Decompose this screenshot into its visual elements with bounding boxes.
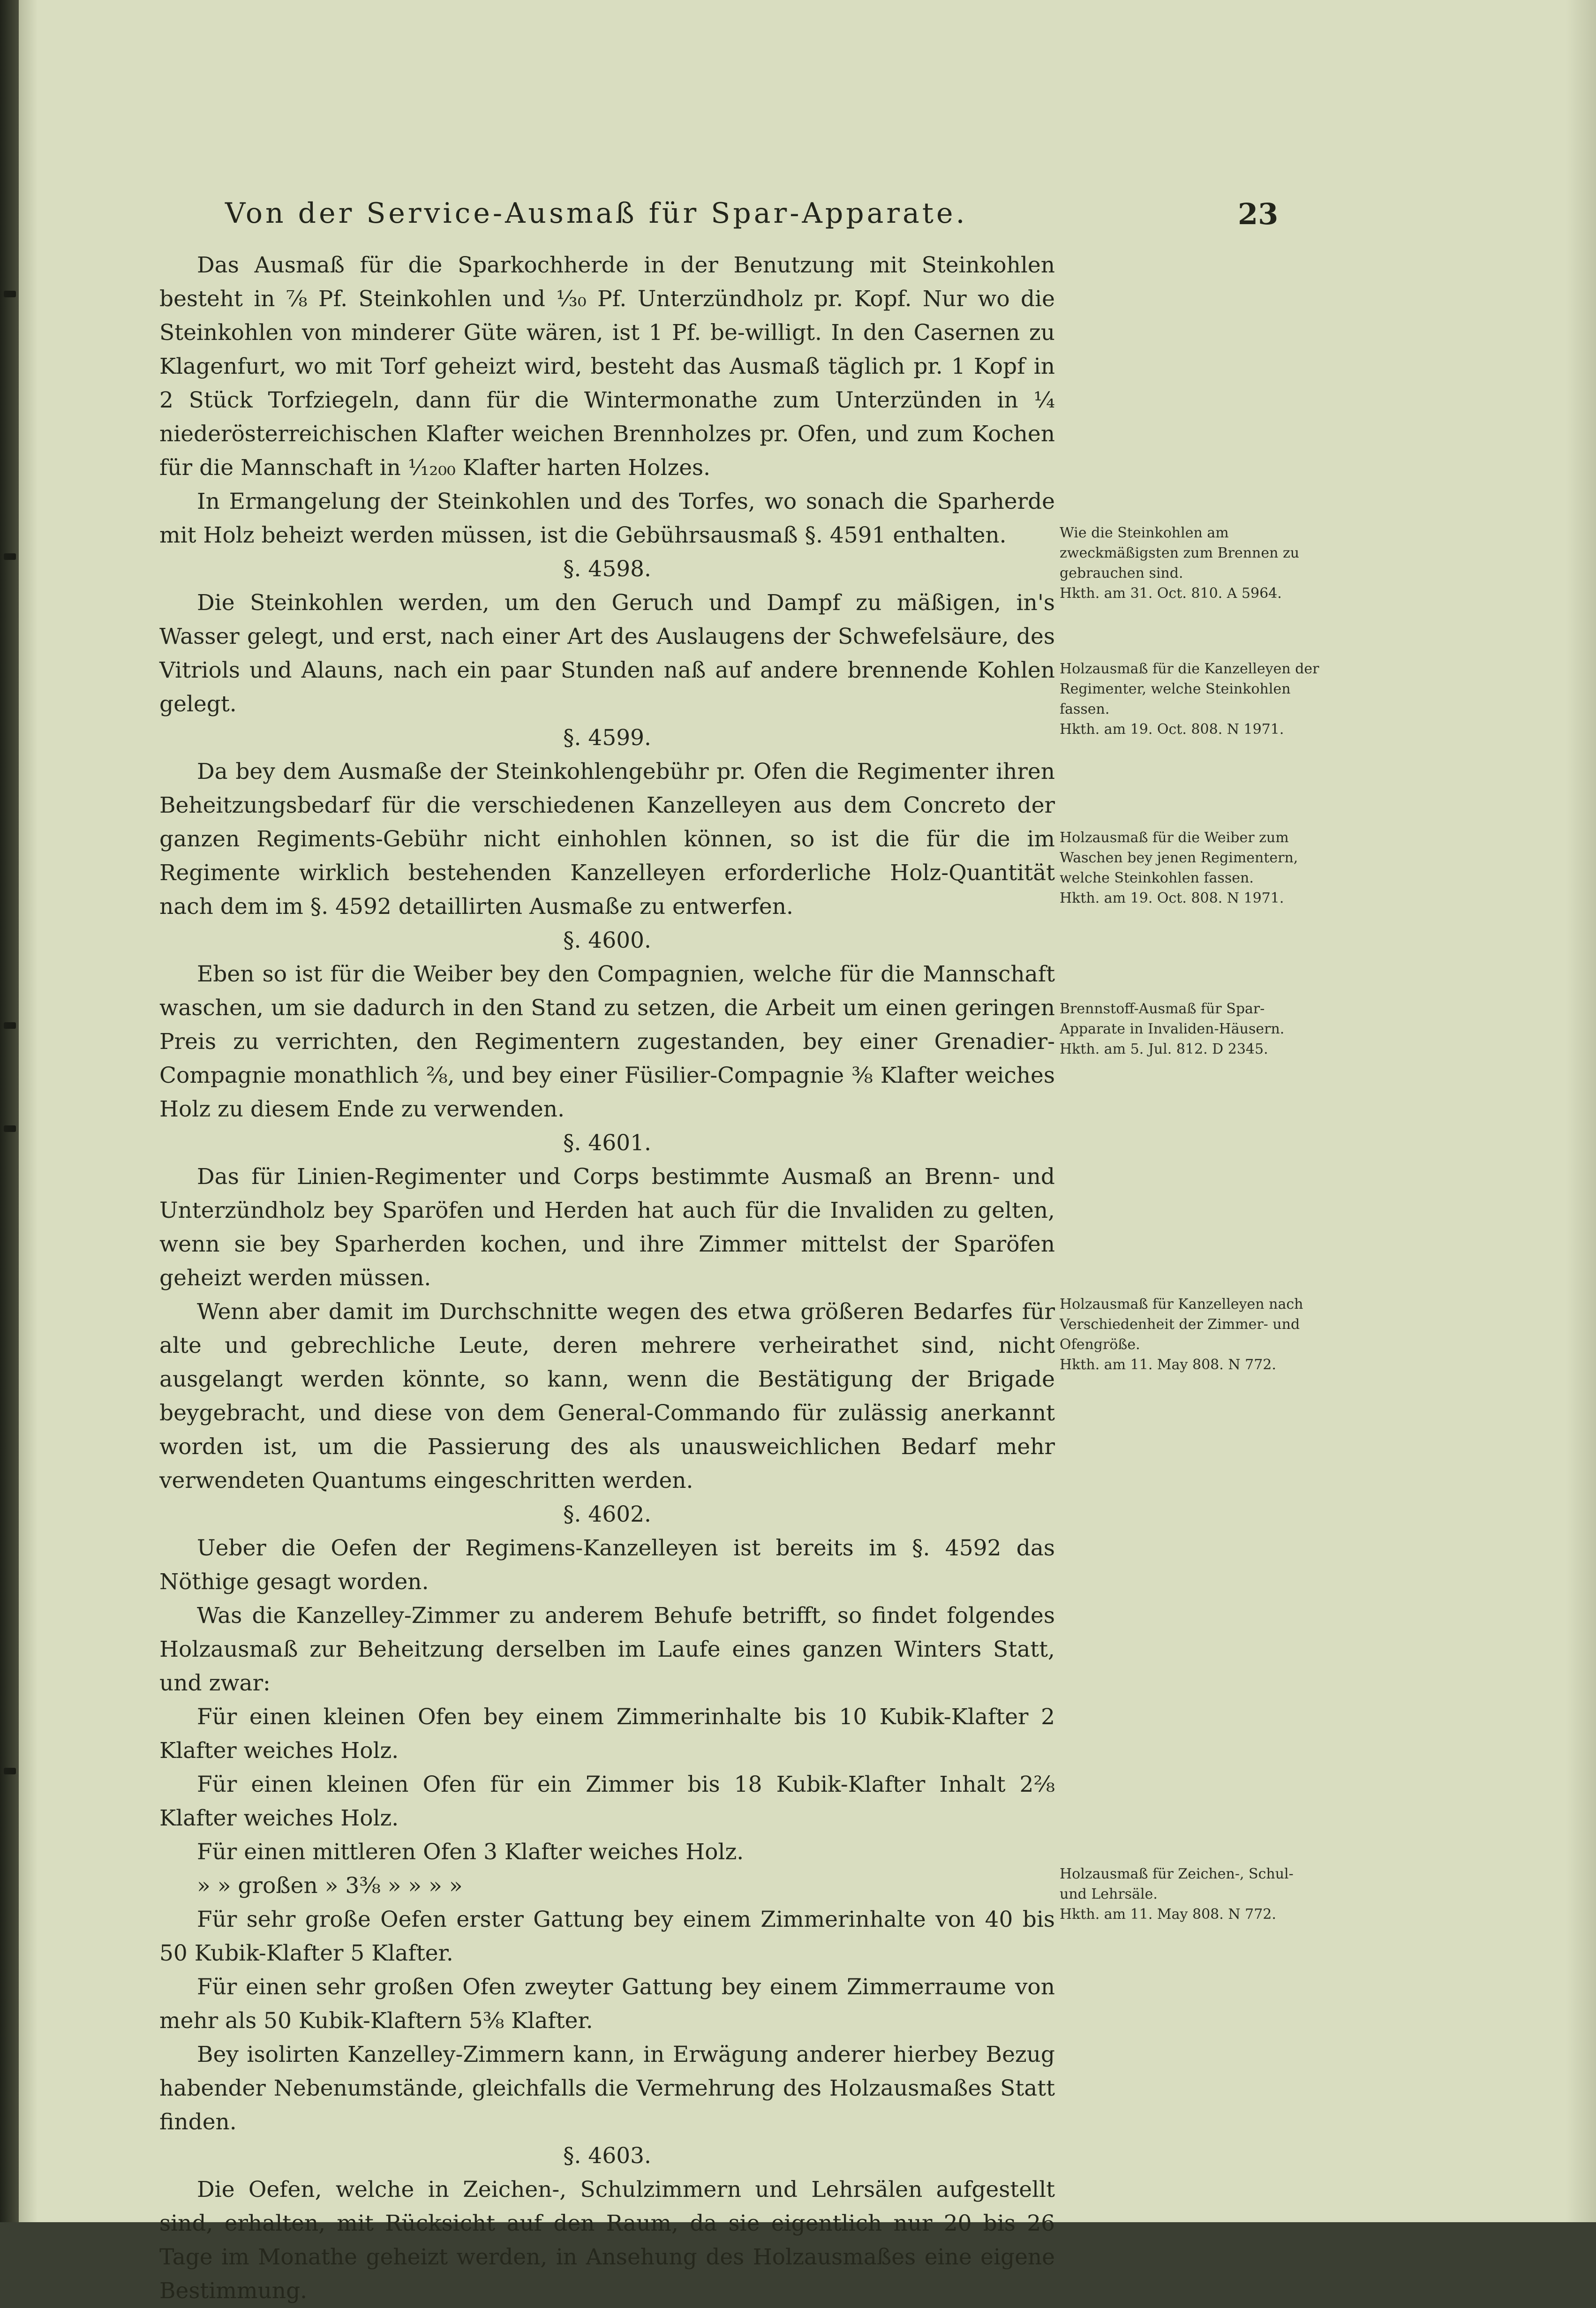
spine-mark	[4, 1768, 16, 1774]
paragraph: Für sehr große Oefen erster Gattung bey einem Zimmerinhalte von 40 bis 50 Kubik-Klafter 5 Klafter.	[159, 1907, 1055, 1966]
paragraph: Die Oefen, welche in Zeichen-, Schulzimmern und Lehrsälen aufgestellt sind, erhalten, mit Rücksicht auf den Raum, da sie eigentlich nur 20 bis 26 Tage im Monathe geheizt werden, in Ansehung des Holzausmaßes eine eigene Bestimmung.	[159, 2177, 1055, 2304]
paragraph: Was die Kanzelley-Zimmer zu anderem Behufe betrifft, so findet folgendes Holzausmaß zur Beheitzung derselben im Laufe eines ganzen Winters Statt, und zwar:	[159, 1603, 1055, 1696]
margin-note-reference: Hkth. am 31. Oct. 810. A 5964.	[1060, 585, 1282, 602]
paragraph: Die Steinkohlen werden, um den Geruch und Dampf zu mäßigen, in's Wasser gelegt, und erst, nach einer Art des Auslaugens der Schwefelsäure, des Vitriols und Alauns, nach ein paar Stunden naß auf andere brennende Kohlen gelegt.	[159, 590, 1055, 717]
margin-note-title: Holzausmaß für die Kanzelleyen der Regimenter, welche Steinkohlen fassen.	[1060, 661, 1319, 717]
margin-note-reference: Hkth. am 5. Jul. 812. D 2345.	[1060, 1041, 1268, 1057]
paragraph: Für einen kleinen Ofen bey einem Zimmerinhalte bis 10 Kubik-Klafter 2 Klafter weiches Holz.	[159, 1704, 1055, 1764]
margin-note-title: Wie die Steinkohlen am zweckmäßigsten zum Brennen zu gebrauchen sind.	[1060, 525, 1300, 581]
margin-note-title: Holzausmaß für Kanzelleyen nach Verschiedenheit der Zimmer- und Ofengröße.	[1060, 1296, 1303, 1353]
margin-note-title: Brennstoff-Ausmaß für Spar-Apparate in Invaliden-Häusern.	[1060, 1001, 1285, 1037]
paragraph: Für einen kleinen Ofen für ein Zimmer bis 18 Kubik-Klafter Inhalt 2²⁄₈ Klafter weiches Holz.	[159, 1772, 1055, 1831]
margin-note	[1060, 523, 1322, 603]
margin-note-reference: Hkth. am 19. Oct. 808. N 1971.	[1060, 721, 1284, 738]
section-number: §. 4598.	[563, 556, 651, 582]
margin-note	[1060, 1294, 1322, 1375]
paragraph: In Ermangelung der Steinkohlen und des Torfes, wo sonach die Sparherde mit Holz beheizt werden müssen, ist die Gebührsausmaß §. 4591 enthalten.	[159, 489, 1055, 548]
page-number: 23	[1238, 197, 1279, 231]
margin-note-title: Holzausmaß für Zeichen-, Schul- und Lehrsäle.	[1060, 1866, 1294, 1902]
section-number: §. 4600.	[563, 928, 651, 953]
document-page	[19, 0, 1596, 2304]
spine-mark	[4, 1125, 16, 1132]
margin-note	[1060, 659, 1322, 739]
paragraph: Das Ausmaß für die Sparkochherde in der Benutzung mit Steinkohlen besteht in ⅞ Pf. Steinkohlen und ¹⁄₃₀ Pf. Unterzündholz pr. Kopf. Nur wo die Steinkohlen von minderer Güte wären, ist 1 Pf. be-willigt. In den Casernen zu Klagenfurt, wo mit Torf geheizt wird, besteht das Ausmaß täglich pr. 1 Kopf in 2 Stück Torfziegeln, dann für die Wintermonathe zum Unterzünden in ¼ niederösterreichischen Klafter weichen Brennholzes pr. Ofen, und zum Kochen für die Mannschaft in ¹⁄₁₂₀₀ Klafter harten Holzes.	[159, 252, 1055, 481]
book-spine	[0, 0, 19, 2222]
margin-note	[1060, 828, 1322, 908]
margin-note	[1060, 1864, 1322, 1924]
body-text	[159, 249, 1055, 2308]
paragraph: Für einen sehr großen Ofen zweyter Gattung bey einem Zimmerraume von mehr als 50 Kubik-Klaftern 5³⁄₈ Klafter.	[159, 1974, 1055, 2034]
margin-note-reference: Hkth. am 11. May 808. N 772.	[1060, 1357, 1276, 1373]
margin-note-title: Holzausmaß für die Weiber zum Waschen bey jenen Regimentern, welche Steinkohlen fassen.	[1060, 830, 1298, 886]
spine-mark	[4, 291, 16, 297]
margin-note	[1060, 999, 1322, 1059]
paragraph: Wenn aber damit im Durchschnitte wegen des etwa größeren Bedarfes für alte und gebrechliche Leute, deren mehrere verheirathet sind, nicht ausgelangt werden könnte, so kann, wenn die Bestätigung der Brigade beygebracht, und diese von dem General-Commando für zulässig anerkannt worden ist, um die Passierung des als unausweichlichen Bedarf mehr verwendeten Quantums eingeschritten werden.	[159, 1299, 1055, 1493]
running-head: Von der Service-Ausmaß für Spar-Apparate.	[225, 197, 968, 230]
section-number: §. 4601.	[563, 1130, 651, 1156]
paragraph: » » großen » 3³⁄₈ » » » »	[197, 1873, 463, 1899]
margin-note-reference: Hkth. am 11. May 808. N 772.	[1060, 1906, 1276, 1923]
paragraph: Da bey dem Ausmaße der Steinkohlengebühr pr. Ofen die Regimenter ihren Beheitzungsbedarf für die verschiedenen Kanzelleyen aus dem Concreto der ganzen Regiments-Gebühr nicht einhohlen können, so ist die für die im Regimente wirklich bestehenden Kanzelleyen erforderliche Holz-Quantität nach dem im §. 4592 detaillirten Ausmaße zu entwerfen.	[159, 759, 1055, 920]
spine-mark	[4, 553, 16, 560]
paragraph: Ueber die Oefen der Regimens-Kanzelleyen ist bereits im §. 4592 das Nöthige gesagt worden.	[159, 1535, 1055, 1595]
paragraph: Das für Linien-Regimenter und Corps bestimmte Ausmaß an Brenn- und Unterzündholz bey Sparöfen und Herden hat auch für die Invaliden zu gelten, wenn sie bey Sparherden kochen, und ihre Zimmer mittelst der Sparöfen geheizt werden müssen.	[159, 1164, 1055, 1291]
section-number: §. 4603.	[563, 2143, 651, 2169]
margin-note-reference: Hkth. am 19. Oct. 808. N 1971.	[1060, 890, 1284, 906]
paragraph: Eben so ist für die Weiber bey den Compagnien, welche für die Mannschaft waschen, um sie dadurch in den Stand zu setzen, die Arbeit um einen geringen Preis zu verrichten, den Regimentern zugestanden, bey einer Grenadier-Compagnie monathlich ²⁄₈, und bey einer Füsilier-Compagnie ³⁄₈ Klafter weiches Holz zu diesem Ende zu verwenden.	[159, 961, 1055, 1122]
paragraph: Für einen mittleren Ofen 3 Klafter weiches Holz.	[197, 1839, 744, 1865]
spine-mark	[4, 1022, 16, 1029]
section-number: §. 4602.	[563, 1501, 651, 1527]
section-number: §. 4599.	[563, 725, 651, 751]
paragraph: Bey isolirten Kanzelley-Zimmern kann, in Erwägung anderer hierbey Bezug habender Nebenumstände, gleichfalls die Vermehrung des Holzausmaßes Statt finden.	[159, 2042, 1055, 2135]
